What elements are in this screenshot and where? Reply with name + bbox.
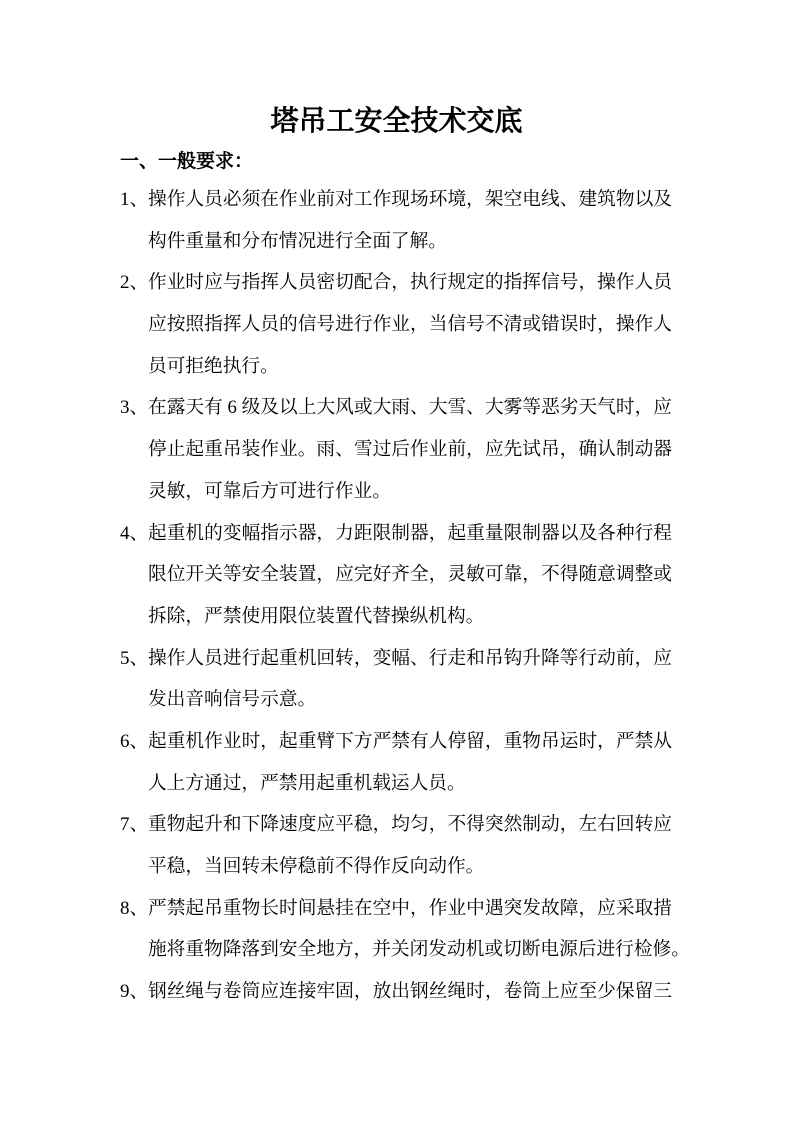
- item-text-line: 严禁起吊重物长时间悬挂在空中，作业中遇突发故障，应采取措: [148, 897, 672, 919]
- item-number: 5、: [120, 647, 149, 669]
- item-text-line: 灵敏，可靠后方可进行作业。: [148, 480, 391, 502]
- item-text-line: 人上方通过，严禁用起重机载运人员。: [148, 772, 466, 794]
- item-text-line: 员可拒绝执行。: [148, 355, 279, 377]
- list-item: [120, 638, 672, 721]
- item-text-line: 操作人员必须在作业前对工作现场环境，架空电线、建筑物以及: [148, 189, 672, 210]
- list-item: [120, 804, 672, 887]
- list-item: [120, 971, 672, 1013]
- item-text-line: 发出音响信号示意。: [148, 689, 317, 711]
- item-text-line: 拆除，严禁使用限位装置代替操纵机构。: [148, 605, 485, 627]
- item-text-line: 限位开关等安全装置，应完好齐全，灵敏可靠，不得随意调整或: [148, 564, 672, 586]
- item-text-line: 平稳，当回转未停稳前不得作反向动作。: [148, 856, 485, 877]
- list-item: [120, 179, 672, 262]
- list-item: [120, 721, 672, 804]
- list-item: [120, 513, 672, 638]
- list-item: [120, 888, 690, 971]
- item-text-line: 在露天有 6 级及以上大风或大雨、大雪、大雾等恶劣天气时，应: [148, 397, 672, 419]
- requirements-list: [120, 179, 690, 1013]
- item-number: 1、: [120, 189, 149, 210]
- item-text-line: 施将重物降落到安全地方，并关闭发动机或切断电源后进行检修。: [148, 939, 690, 961]
- item-text-line: 起重机作业时，起重臂下方严禁有人停留，重物吊运时，严禁从: [148, 730, 672, 752]
- document-title: 塔吊工安全技术交底: [270, 106, 523, 137]
- item-number: 9、: [120, 981, 149, 1003]
- item-number: 3、: [120, 397, 149, 419]
- item-number: 2、: [120, 272, 149, 294]
- item-text-line: 起重机的变幅指示器，力距限制器，起重量限制器以及各种行程: [148, 522, 672, 544]
- item-text-line: 作业时应与指挥人员密切配合，执行规定的指挥信号，操作人员: [148, 272, 672, 294]
- item-text-line: 应按照指挥人员的信号进行作业，当信号不清或错误时，操作人: [148, 314, 672, 336]
- item-text-line: 重物起升和下降速度应平稳，均匀，不得突然制动，左右回转应: [148, 814, 672, 836]
- item-text-line: 构件重量和分布情况进行全面了解。: [148, 230, 447, 252]
- item-number: 4、: [120, 522, 149, 544]
- section-heading: 一、一般要求：: [120, 151, 254, 172]
- item-text-line: 操作人员进行起重机回转，变幅、行走和吊钩升降等行动前，应: [148, 647, 672, 669]
- item-number: 8、: [120, 897, 149, 919]
- item-text-line: 钢丝绳与卷筒应连接牢固，放出钢丝绳时，卷筒上应至少保留三: [148, 981, 672, 1003]
- item-text-line: 停止起重吊装作业。雨、雪过后作业前，应先试吊，确认制动器: [148, 439, 672, 461]
- item-number: 6、: [120, 730, 149, 752]
- list-item: [120, 262, 672, 387]
- item-number: 7、: [120, 814, 149, 836]
- list-item: [120, 387, 672, 512]
